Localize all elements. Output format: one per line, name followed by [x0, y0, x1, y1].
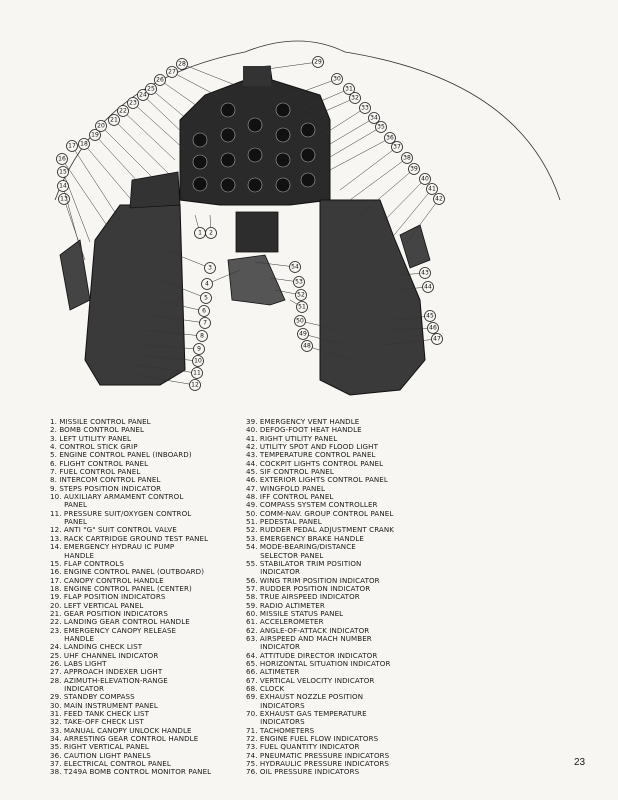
callout-number: 44 — [424, 283, 432, 291]
legend-item: 2. BOMB CONTROL PANEL — [50, 425, 145, 435]
gauge-dial — [193, 155, 207, 169]
legend-item: 71. TACHOMETERS — [246, 725, 315, 735]
legend-item: 5. ENGINE CONTROL PANEL (INBOARD) — [50, 450, 192, 460]
legend-item: 64. ATTITUDE DIRECTOR INDICATOR — [246, 650, 378, 660]
legend-item: INDICATORS — [246, 717, 305, 727]
right-console — [320, 200, 430, 395]
legend-item: 36. CAUTION LIGHT PANELS — [50, 750, 151, 760]
legend-item: 29. STANDBY COMPASS — [50, 692, 135, 702]
callout-number: 41 — [428, 185, 436, 193]
legend-item: 16. ENGINE CONTROL PANEL (OUTBOARD) — [50, 567, 205, 577]
legend-item: 38. T249A BOMB CONTROL MONITOR PANEL — [50, 767, 212, 777]
legend-item: 22. LANDING GEAR CONTROL HANDLE — [50, 617, 190, 627]
legend-item: 31. FEED TANK CHECK LIST — [50, 709, 150, 719]
legend-item: 21. GEAR POSITION INDICATORS — [50, 608, 168, 618]
legend-item: 23. EMERGENCY CANOPY RELEASE — [50, 625, 177, 635]
callout-number: 26 — [156, 76, 164, 84]
callout-leader-line — [62, 159, 110, 230]
callout-number: 29 — [314, 58, 322, 66]
legend-item: 7. FUEL CONTROL PANEL — [50, 467, 141, 477]
callout-number: 10 — [194, 357, 202, 365]
legend-item: 12. ANTI "G" SUIT CONTROL VALVE — [50, 525, 177, 535]
callout-number: 48 — [303, 342, 311, 350]
callout-number: 52 — [297, 291, 305, 299]
legend-item: 33. MANUAL CANOPY UNLOCK HANDLE — [50, 725, 192, 735]
legend-item: HANDLE — [50, 550, 95, 560]
gauge-dial — [276, 103, 290, 117]
legend-item: 62. ANGLE-OF-ATTACK INDICATOR — [246, 625, 370, 635]
legend-item: 44. COCKPIT LIGHTS CONTROL PANEL — [246, 458, 384, 468]
legend-item: 17. CANOPY CONTROL HANDLE — [50, 575, 164, 585]
legend-item: 3. LEFT UTILITY PANEL — [50, 433, 132, 443]
callout-leader-line — [95, 135, 150, 195]
legend-item: 20. LEFT VERTICAL PANEL — [50, 600, 144, 610]
legend-item: 46. EXTERIOR LIGHTS CONTROL PANEL — [246, 475, 388, 485]
callout-number: 53 — [295, 278, 303, 286]
legend-item: 73. FUEL QUANTITY INDICATOR — [246, 742, 360, 752]
callout-number: 54 — [291, 263, 299, 271]
callout-number: 9 — [197, 345, 201, 353]
legend-item: PANEL — [50, 500, 88, 510]
legend-item: 63. AIRSPEED AND MACH NUMBER — [246, 633, 372, 643]
legend-item: 55. STABILATOR TRIM POSITION — [246, 558, 362, 568]
callout-number: 25 — [147, 85, 155, 93]
callout-number: 3 — [208, 264, 212, 272]
legend-item: 67. VERTICAL VELOCITY INDICATOR — [246, 675, 375, 685]
gauge-dial — [193, 177, 207, 191]
legend-item: 48. IFF CONTROL PANEL — [246, 492, 334, 502]
callout-number: 24 — [139, 91, 147, 99]
callout-leader-line — [182, 64, 235, 85]
legend-item: HANDLE — [50, 633, 95, 643]
callout-number: 21 — [110, 116, 118, 124]
legend-item: 6. FLIGHT CONTROL PANEL — [50, 458, 149, 468]
callout-number: 23 — [129, 99, 137, 107]
gauge-dial — [248, 118, 262, 132]
legend-item: 42. UTILITY SPOT AND FLOOD LIGHT — [246, 442, 379, 452]
callout-leader-line — [63, 172, 90, 242]
callout-number: 32 — [351, 94, 359, 102]
gauge-dial — [301, 123, 315, 137]
callout-number: 39 — [410, 165, 418, 173]
callout-number: 4 — [205, 280, 209, 288]
callout-number: 42 — [435, 195, 443, 203]
callout-number: 11 — [193, 369, 201, 377]
callout-number: 13 — [60, 195, 68, 203]
legend-item: 24. LANDING CHECK LIST — [50, 642, 143, 652]
legend-item: 9. STEPS POSITION INDICATOR — [50, 483, 162, 493]
gauge-dial — [276, 178, 290, 192]
callout-number: 2 — [209, 229, 213, 237]
callout-number: 16 — [58, 155, 66, 163]
legend-item: 43. TEMPERATURE CONTROL PANEL — [246, 450, 376, 460]
callout-number: 22 — [119, 107, 127, 115]
callout-number: 31 — [345, 85, 353, 93]
legend-item: 52. RUDDER PEDAL ADJUSTMENT CRANK — [246, 525, 395, 535]
legend-item: 53. EMERGENCY BRAKE HANDLE — [246, 533, 364, 543]
callout-number: 12 — [191, 381, 199, 389]
callout-number: 51 — [298, 303, 306, 311]
legend-item: 72. ENGINE FUEL FLOW INDICATORS — [246, 734, 379, 744]
gauge-dial — [276, 128, 290, 142]
gauge-dial — [221, 103, 235, 117]
gauge-dial — [248, 178, 262, 192]
callout-leader-line — [330, 138, 390, 170]
legend-item: INDICATOR — [50, 684, 105, 693]
legend-right-column — [246, 418, 446, 777]
legend-item: 76. OIL PRESSURE INDICATORS — [246, 767, 360, 777]
callout-leader-line — [340, 147, 397, 190]
legend-item: 14. EMERGENCY HYDRAU IC PUMP — [50, 542, 175, 552]
legend-item: 74. PNEUMATIC PRESSURE INDICATORS — [246, 750, 390, 760]
page-number: 23 — [574, 757, 586, 768]
legend-item: 41. RIGHT UTILITY PANEL — [246, 433, 338, 443]
callout-number: 45 — [426, 312, 434, 320]
callout-number: 6 — [202, 307, 206, 315]
legend-item: 35. RIGHT VERTICAL PANEL — [50, 742, 149, 752]
gauge-dial — [301, 173, 315, 187]
legend-item: 51. PEDESTAL PANEL — [246, 517, 322, 527]
callout-number: 15 — [59, 168, 67, 176]
legend-item: SELECTOR PANEL — [246, 550, 324, 560]
legend-item: 18. ENGINE CONTROL PANEL (CENTER) — [50, 583, 192, 593]
callout-number: 37 — [393, 143, 401, 151]
legend-item: 13. RACK CARTRIDGE GROUND TEST PANEL — [50, 533, 209, 543]
callout-number: 47 — [433, 335, 441, 343]
callout-number: 38 — [403, 154, 411, 162]
legend-item: 58. TRUE AIRSPEED INDICATOR — [246, 592, 360, 602]
legend-item: 66. ALTIMETER — [246, 667, 300, 677]
legend-item: 65. HORIZONTAL SITUATION INDICATOR — [246, 658, 391, 668]
callout-number: 14 — [59, 182, 67, 190]
callout-number: 43 — [421, 269, 429, 277]
legend-item: 59. RADIO ALTIMETER — [246, 600, 325, 610]
legend-item: 11. PRESSURE SUIT/OXYGEN CONTROL — [50, 508, 192, 518]
callout-number: 28 — [178, 60, 186, 68]
gauge-dial — [276, 153, 290, 167]
gauge-dial — [221, 178, 235, 192]
legend-item: 39. EMERGENCY VENT HANDLE — [246, 417, 360, 426]
legend-item: 34. ARRESTING GEAR CONTROL HANDLE — [50, 734, 199, 744]
legend-item: 1. MISSILE CONTROL PANEL — [50, 417, 151, 426]
legend-item: 10. AUXILIARY ARMAMENT CONTROL — [50, 492, 184, 502]
legend-item: 56. WING TRIM POSITION INDICATOR — [246, 575, 380, 585]
legend-item: 19. FLAP POSITION INDICATORS — [50, 592, 166, 602]
callout-leader-line — [101, 126, 160, 185]
callout-number: 19 — [91, 131, 99, 139]
legend-item: 54. MODE-BEARING/DISTANCE — [246, 542, 356, 552]
legend-item: 57. RUDDER POSITION INDICATOR — [246, 583, 371, 593]
legend-item: 30. MAIN INSTRUMENT PANEL — [50, 700, 158, 710]
legend-item: 27. APPROACH INDEXER LIGHT — [50, 667, 163, 677]
legend-item: INDICATORS — [246, 700, 305, 710]
callout-leader-line — [325, 127, 381, 160]
legend-item: 69. EXHAUST NOZZLE POSITION — [246, 692, 364, 702]
legend-item: INDICATOR — [246, 642, 301, 652]
legend-item: 15. FLAP CONTROLS — [50, 558, 124, 568]
gauge-dial — [221, 153, 235, 167]
callout-leader-line — [380, 179, 425, 225]
callout-number: 40 — [421, 175, 429, 183]
legend-item: 75. HYDRAULIC PRESSURE INDICATORS — [246, 759, 390, 769]
legend-item: 45. SIF CONTROL PANEL — [246, 467, 334, 477]
callout-leader-line — [63, 186, 80, 248]
callout-number: 50 — [296, 317, 304, 325]
gauge-dial — [221, 128, 235, 142]
legend-item: 32. TAKE-OFF CHECK LIST — [50, 717, 144, 727]
callout-number: 7 — [203, 319, 207, 327]
legend-item: INDICATOR — [246, 567, 301, 577]
legend-item: 4. CONTROL STICK GRIP — [50, 442, 138, 452]
legend-item: 25. UHF CHANNEL INDICATOR — [50, 650, 159, 660]
legend-item: 50. COMM-NAV. GROUP CONTROL PANEL — [246, 508, 394, 518]
legend-item: 68. CLOCK — [246, 684, 285, 693]
callout-leader-line — [350, 158, 407, 200]
legend-item: 26. LABS LIGHT — [50, 658, 107, 668]
callout-number: 27 — [168, 68, 176, 76]
callout-number: 17 — [68, 142, 76, 150]
callout-number: 20 — [97, 122, 105, 130]
legend-item: 70. EXHAUST GAS TEMPERATURE — [246, 709, 367, 719]
control-stick-area — [228, 212, 285, 305]
callout-number: 1 — [198, 229, 202, 237]
legend-item: 28. AZIMUTH-ELEVATION-RANGE — [50, 675, 168, 685]
gauge-dial — [248, 148, 262, 162]
callout-leader-line — [360, 169, 414, 215]
callout-number: 49 — [299, 330, 307, 338]
legend-item: 47. WINGFOLD PANEL — [246, 483, 325, 493]
callout-number: 33 — [361, 104, 369, 112]
legend-item: 8. INTERCOM CONTROL PANEL — [50, 475, 161, 485]
gauge-dial — [193, 133, 207, 147]
callout-number: 46 — [429, 324, 437, 332]
legend-item: 40. DEFOG-FOOT HEAT HANDLE — [246, 425, 362, 435]
callout-leader-line — [172, 72, 225, 100]
gauge-dial — [301, 148, 315, 162]
callout-number: 36 — [386, 134, 394, 142]
legend-item: 60. MISSILE STATUS PANEL — [246, 608, 344, 618]
callout-number: 30 — [333, 75, 341, 83]
legend-item: 61. ACCELEROMETER — [246, 617, 324, 627]
legend-left-column — [50, 418, 250, 777]
callout-number: 18 — [80, 140, 88, 148]
left-console — [60, 172, 185, 385]
legend-item: PANEL — [50, 517, 88, 527]
callout-number: 35 — [377, 123, 385, 131]
callout-number: 34 — [370, 114, 378, 122]
callout-number: 8 — [200, 332, 204, 340]
callout-number: 5 — [204, 294, 208, 302]
legend-item: 37. ELECTRICAL CONTROL PANEL — [50, 759, 171, 769]
legend-item: 49. COMPASS SYSTEM CONTROLLER — [246, 500, 378, 510]
